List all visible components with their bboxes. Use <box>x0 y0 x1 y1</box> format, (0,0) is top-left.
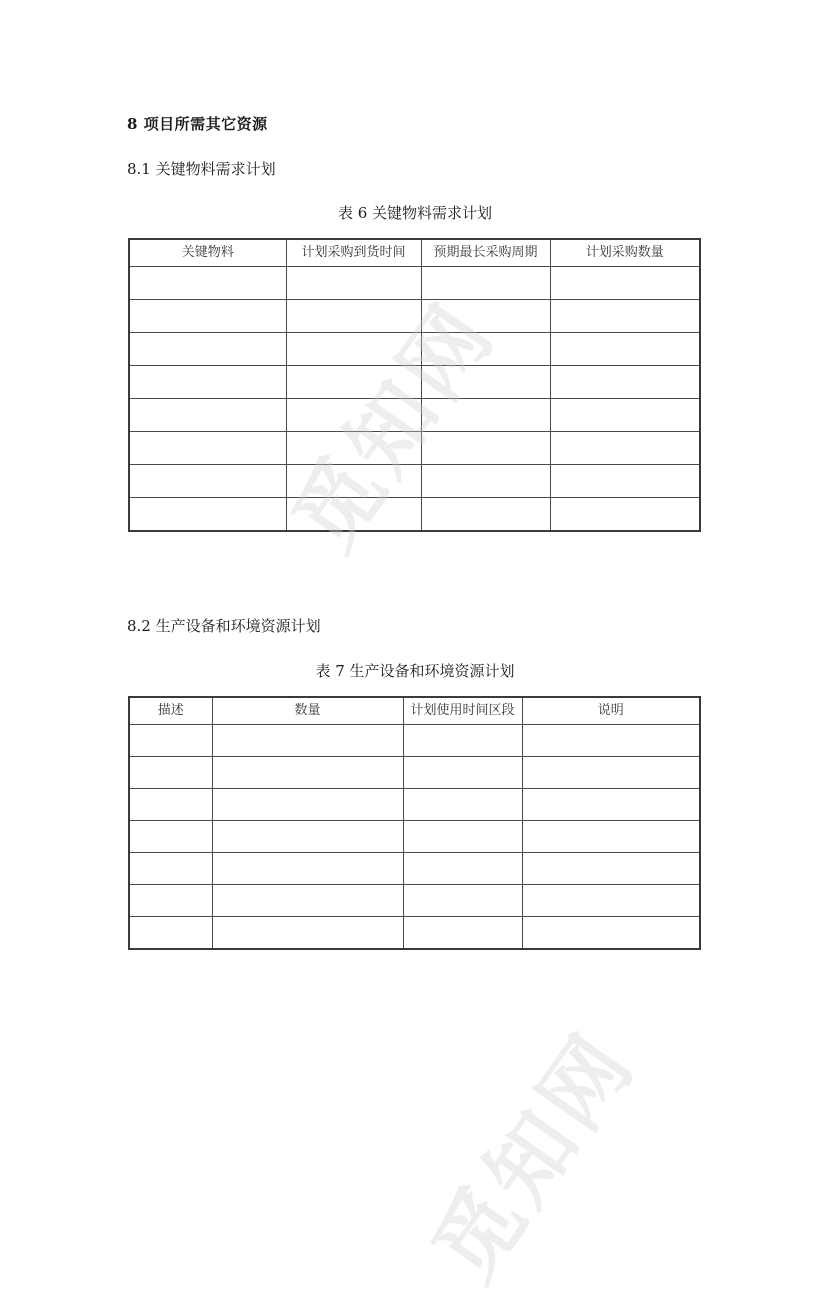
table-cell <box>522 853 700 885</box>
table-cell <box>212 789 403 821</box>
table-cell <box>212 885 403 917</box>
watermark: 觅知网 <box>274 284 515 569</box>
table-row <box>129 399 700 432</box>
table-cell <box>212 853 403 885</box>
table-cell <box>129 333 286 366</box>
table-cell <box>421 300 550 333</box>
table-cell <box>403 853 522 885</box>
table-row <box>129 725 700 757</box>
table-cell <box>550 498 700 532</box>
table-cell <box>550 300 700 333</box>
table-cell <box>129 917 212 950</box>
table-cell <box>522 821 700 853</box>
table-cell <box>129 300 286 333</box>
table-row <box>129 432 700 465</box>
section-heading: 8 项目所需其它资源 <box>127 115 268 133</box>
table-cell <box>403 885 522 917</box>
table-cell <box>522 757 700 789</box>
table-cell <box>129 366 286 399</box>
table-cell <box>286 465 421 498</box>
watermark: 觅知网 <box>414 1014 655 1299</box>
column-header: 说明 <box>522 697 700 725</box>
column-header: 数量 <box>212 697 403 725</box>
equipment-resources-table <box>128 696 701 950</box>
table-header-row <box>129 697 700 725</box>
table-cell <box>403 821 522 853</box>
table-row <box>129 885 700 917</box>
table-cell <box>129 465 286 498</box>
table-row <box>129 821 700 853</box>
table-cell <box>129 725 212 757</box>
table-cell <box>129 821 212 853</box>
table-cell <box>522 917 700 950</box>
column-header: 关键物料 <box>129 239 286 267</box>
table-cell <box>550 399 700 432</box>
table-cell <box>129 399 286 432</box>
table-cell <box>212 917 403 950</box>
table-cell <box>550 465 700 498</box>
table-7-caption: 表 7 生产设备和环境资源计划 <box>315 662 515 680</box>
table-cell <box>129 853 212 885</box>
table-cell <box>550 333 700 366</box>
table-cell <box>212 821 403 853</box>
column-header: 预期最长采购周期 <box>421 239 550 267</box>
table-row <box>129 789 700 821</box>
table-cell <box>550 432 700 465</box>
table-row <box>129 300 700 333</box>
table-cell <box>403 725 522 757</box>
table-cell <box>421 465 550 498</box>
subheading-8-1: 8.1 关键物料需求计划 <box>127 160 276 178</box>
table-cell <box>522 789 700 821</box>
table-cell <box>550 366 700 399</box>
column-header: 计划采购数量 <box>550 239 700 267</box>
table-6-caption: 表 6 关键物料需求计划 <box>337 204 493 222</box>
table-cell <box>286 267 421 300</box>
table-cell <box>212 725 403 757</box>
table-row <box>129 366 700 399</box>
table-cell <box>286 366 421 399</box>
table-cell <box>129 498 286 532</box>
table-row <box>129 498 700 532</box>
table-cell <box>286 300 421 333</box>
table-cell <box>421 399 550 432</box>
table-row <box>129 267 700 300</box>
table-cell <box>421 333 550 366</box>
table-cell <box>129 432 286 465</box>
column-header: 计划使用时间区段 <box>403 697 522 725</box>
table-cell <box>286 432 421 465</box>
table-cell <box>286 498 421 532</box>
table-cell <box>421 267 550 300</box>
subheading-8-2: 8.2 生产设备和环境资源计划 <box>127 617 321 635</box>
table-cell <box>129 789 212 821</box>
table-cell <box>522 885 700 917</box>
column-header: 计划采购到货时间 <box>286 239 421 267</box>
table-cell <box>421 366 550 399</box>
table-row <box>129 757 700 789</box>
table-row <box>129 853 700 885</box>
table-cell <box>286 399 421 432</box>
table-cell <box>129 267 286 300</box>
table-cell <box>286 333 421 366</box>
table-cell <box>522 725 700 757</box>
table-body <box>129 267 700 532</box>
table-cell <box>421 432 550 465</box>
table-row <box>129 917 700 950</box>
table-cell <box>421 498 550 532</box>
column-header: 描述 <box>129 697 212 725</box>
table-cell <box>129 885 212 917</box>
table-cell <box>550 267 700 300</box>
table-cell <box>212 757 403 789</box>
table-body <box>129 725 700 950</box>
table-header-row <box>129 239 700 267</box>
table-row <box>129 465 700 498</box>
key-materials-table <box>128 238 701 532</box>
table-cell <box>403 789 522 821</box>
table-cell <box>129 757 212 789</box>
table-row <box>129 333 700 366</box>
table-cell <box>403 917 522 950</box>
table-cell <box>403 757 522 789</box>
